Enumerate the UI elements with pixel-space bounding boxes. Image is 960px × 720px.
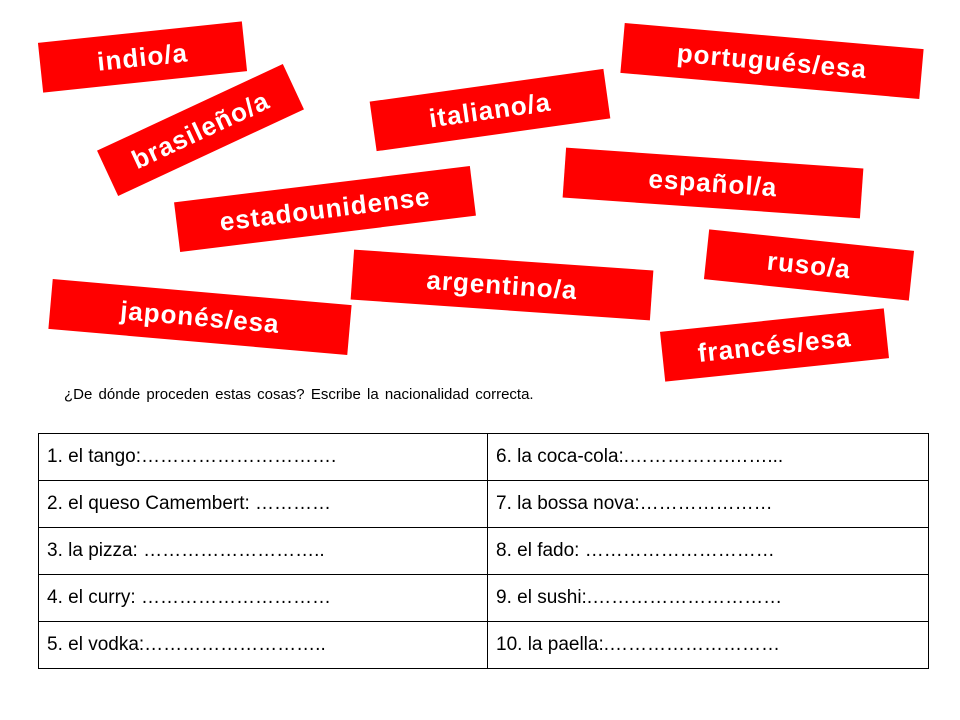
instruction-text: ¿De dónde proceden estas cosas? Escribe la nacionalidad correcta. <box>64 386 534 403</box>
nationality-tag-argentino: argentino/a <box>351 250 654 321</box>
quiz-item: 4. el curry: ………………………… <box>39 575 488 622</box>
quiz-item: 3. la pizza: ……………………….. <box>39 528 488 575</box>
quiz-item: 5. el vodka:……………………….. <box>39 622 488 669</box>
quiz-item: 10. la paella:.……………………… <box>488 622 929 669</box>
quiz-item: 6. la coca-cola:.…………….……... <box>488 434 929 481</box>
nationality-tag-espanol: español/a <box>563 148 864 219</box>
nationality-tag-italiano: italiano/a <box>370 69 611 151</box>
quiz-item: 8. el fado: ………………………… <box>488 528 929 575</box>
nationality-tag-brasileno: brasileño/a <box>97 64 304 196</box>
table-row <box>39 481 929 528</box>
quiz-item: 9. el sushi:.………………………… <box>488 575 929 622</box>
nationality-tag-japones: japonés/esa <box>48 279 351 355</box>
quiz-item: 2. el queso Camembert: ………… <box>39 481 488 528</box>
nationality-tag-frances: francés/esa <box>660 308 889 381</box>
table-row <box>39 575 929 622</box>
table-row <box>39 622 929 669</box>
table-row <box>39 434 929 481</box>
nationality-tag-indio: indio/a <box>38 21 247 92</box>
nationality-tag-portugues: portugués/esa <box>620 23 923 99</box>
table-row <box>39 528 929 575</box>
nationality-tag-ruso: ruso/a <box>704 229 914 300</box>
quiz-table <box>38 433 929 669</box>
nationality-tag-estadounidense: estadounidense <box>174 166 476 252</box>
quiz-item: 7. la bossa nova:………………… <box>488 481 929 528</box>
quiz-item: 1. el tango:…………………………. <box>39 434 488 481</box>
